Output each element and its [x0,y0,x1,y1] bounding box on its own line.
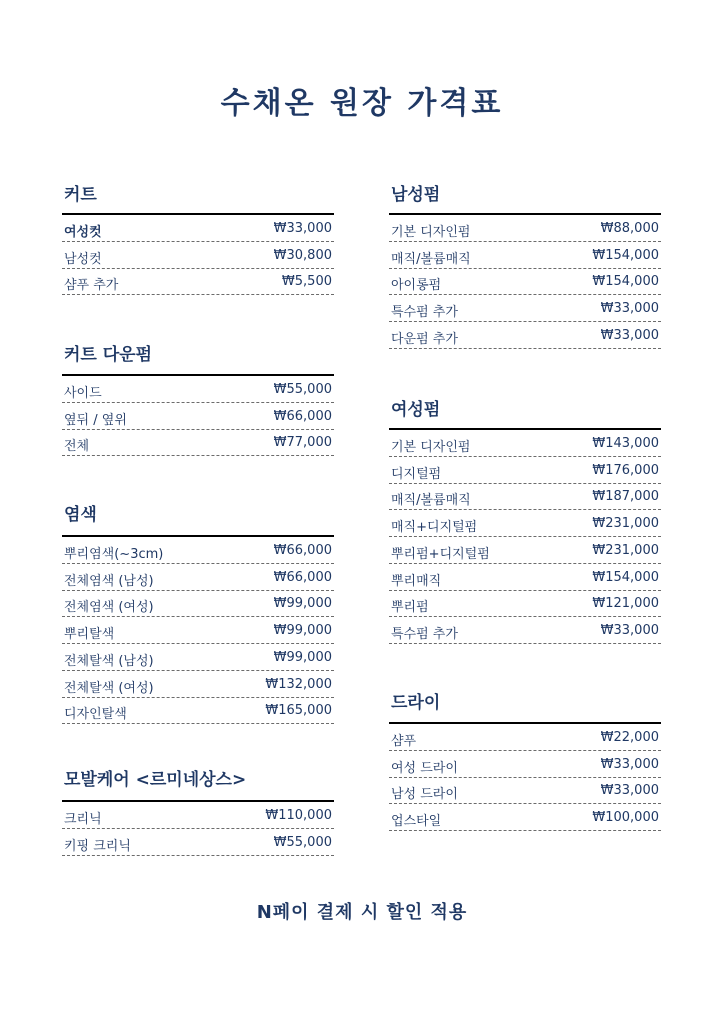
service-name: 남성 드라이 [391,787,458,803]
section-divider [389,428,661,430]
price-row [62,430,334,456]
price-row [389,565,661,591]
price-row [62,565,334,591]
service-price: ₩66,000 [273,543,332,558]
service-price: ₩33,000 [600,622,659,638]
service-name: 뿌리펌 [391,600,429,616]
price-row [389,243,661,269]
section-divider [62,535,334,537]
section-title: 모발케어 <르미네상스> [64,770,247,790]
service-price: ₩88,000 [600,221,659,236]
price-row [389,725,661,751]
service-name: 뿌리펌+디지털펌 [391,546,490,562]
right-price-column [389,0,661,1024]
price-row [389,752,661,778]
section-divider [389,213,661,215]
service-price: ₩55,000 [273,834,332,850]
price-row [62,269,334,295]
service-price: ₩121,000 [592,596,659,612]
service-name: 디자인탈색 [64,707,127,723]
price-row [62,591,334,617]
price-row [62,618,334,644]
service-name: 여성컷 [64,225,102,240]
price-row [62,830,334,856]
service-price: ₩55,000 [273,382,332,397]
service-name: 다운펌 추가 [391,331,458,347]
page-title: 수채온 원장 가격표 [220,86,504,121]
section-title: 여성펌 [391,400,441,420]
service-price: ₩33,000 [600,327,659,343]
service-name: 뿌리염색(~3cm) [64,547,164,562]
service-name: 특수펌 추가 [391,305,458,321]
left-price-column [62,0,334,1024]
service-price: ₩22,000 [600,730,659,745]
section-title: 염색 [64,505,97,525]
price-row [62,216,334,242]
service-name: 샴푸 추가 [64,278,119,294]
service-price: ₩143,000 [592,436,659,451]
price-row [389,805,661,831]
price-row [389,511,661,537]
service-price: ₩154,000 [592,569,659,585]
price-row [62,404,334,430]
service-name: 기본 디자인펌 [391,440,471,455]
price-row [62,698,334,724]
service-price: ₩231,000 [592,516,659,532]
price-row [62,803,334,829]
service-name: 사이드 [64,386,102,401]
section-divider [62,374,334,376]
price-row [389,269,661,295]
price-row [389,296,661,322]
section-divider [62,213,334,215]
service-price: ₩33,000 [273,221,332,236]
section-divider [389,722,661,724]
section-title: 남성펌 [391,185,441,205]
section-divider [62,800,334,802]
service-name: 기본 디자인펌 [391,225,471,240]
service-name: 전체탈색 (여성) [64,680,154,696]
service-price: ₩99,000 [273,596,332,612]
service-price: ₩66,000 [273,408,332,424]
service-name: 업스타일 [391,814,442,830]
service-price: ₩110,000 [265,808,332,823]
service-name: 여성 드라이 [391,760,458,776]
price-row [389,458,661,484]
service-name: 크리닉 [64,812,102,827]
service-name: 전체염색 (남성) [64,573,154,589]
service-name: 전체탈색 (남성) [64,653,154,669]
service-name: 옆뒤 / 옆위 [64,412,127,428]
service-price: ₩99,000 [273,623,332,639]
section-title: 커트 다운펌 [64,345,153,365]
service-price: ₩176,000 [592,462,659,478]
service-price: ₩77,000 [273,435,332,451]
service-price: ₩33,000 [600,783,659,799]
service-name: 키핑 크리닉 [64,838,131,854]
section-title: 드라이 [391,693,441,713]
price-row [62,672,334,698]
service-name: 뿌리탈색 [64,627,115,643]
service-name: 디지털펌 [391,466,442,482]
price-row [389,216,661,242]
service-price: ₩187,000 [592,489,659,505]
price-row [389,618,661,644]
service-name: 아이롱펌 [391,278,442,294]
service-price: ₩154,000 [592,247,659,263]
service-name: 샴푸 [391,734,417,749]
price-row [389,591,661,617]
service-price: ₩5,500 [281,274,332,290]
service-price: ₩165,000 [265,703,332,719]
service-name: 전체 [64,439,90,455]
service-name: 남성컷 [64,251,102,267]
service-price: ₩33,000 [600,301,659,317]
service-name: 매직/볼륨매직 [391,251,471,267]
price-row [62,538,334,564]
price-row [389,484,661,510]
price-row [62,645,334,671]
service-name: 특수펌 추가 [391,626,458,642]
service-name: 전체염색 (여성) [64,600,154,616]
service-price: ₩100,000 [592,810,659,826]
service-price: ₩132,000 [265,676,332,692]
price-row [62,243,334,269]
service-name: 매직/볼륨매직 [391,493,471,509]
service-price: ₩154,000 [592,274,659,290]
section-title: 커트 [64,185,97,205]
service-price: ₩30,800 [273,247,332,263]
price-row [389,778,661,804]
footer-note: N페이 결제 시 할인 적용 [256,902,468,923]
price-row [389,538,661,564]
price-row [389,323,661,349]
service-name: 매직+디지털펌 [391,520,478,536]
service-price: ₩231,000 [592,542,659,558]
service-price: ₩66,000 [273,569,332,585]
price-row [62,377,334,403]
price-row [389,431,661,457]
service-price: ₩99,000 [273,649,332,665]
service-name: 뿌리매직 [391,573,442,589]
service-price: ₩33,000 [600,756,659,772]
